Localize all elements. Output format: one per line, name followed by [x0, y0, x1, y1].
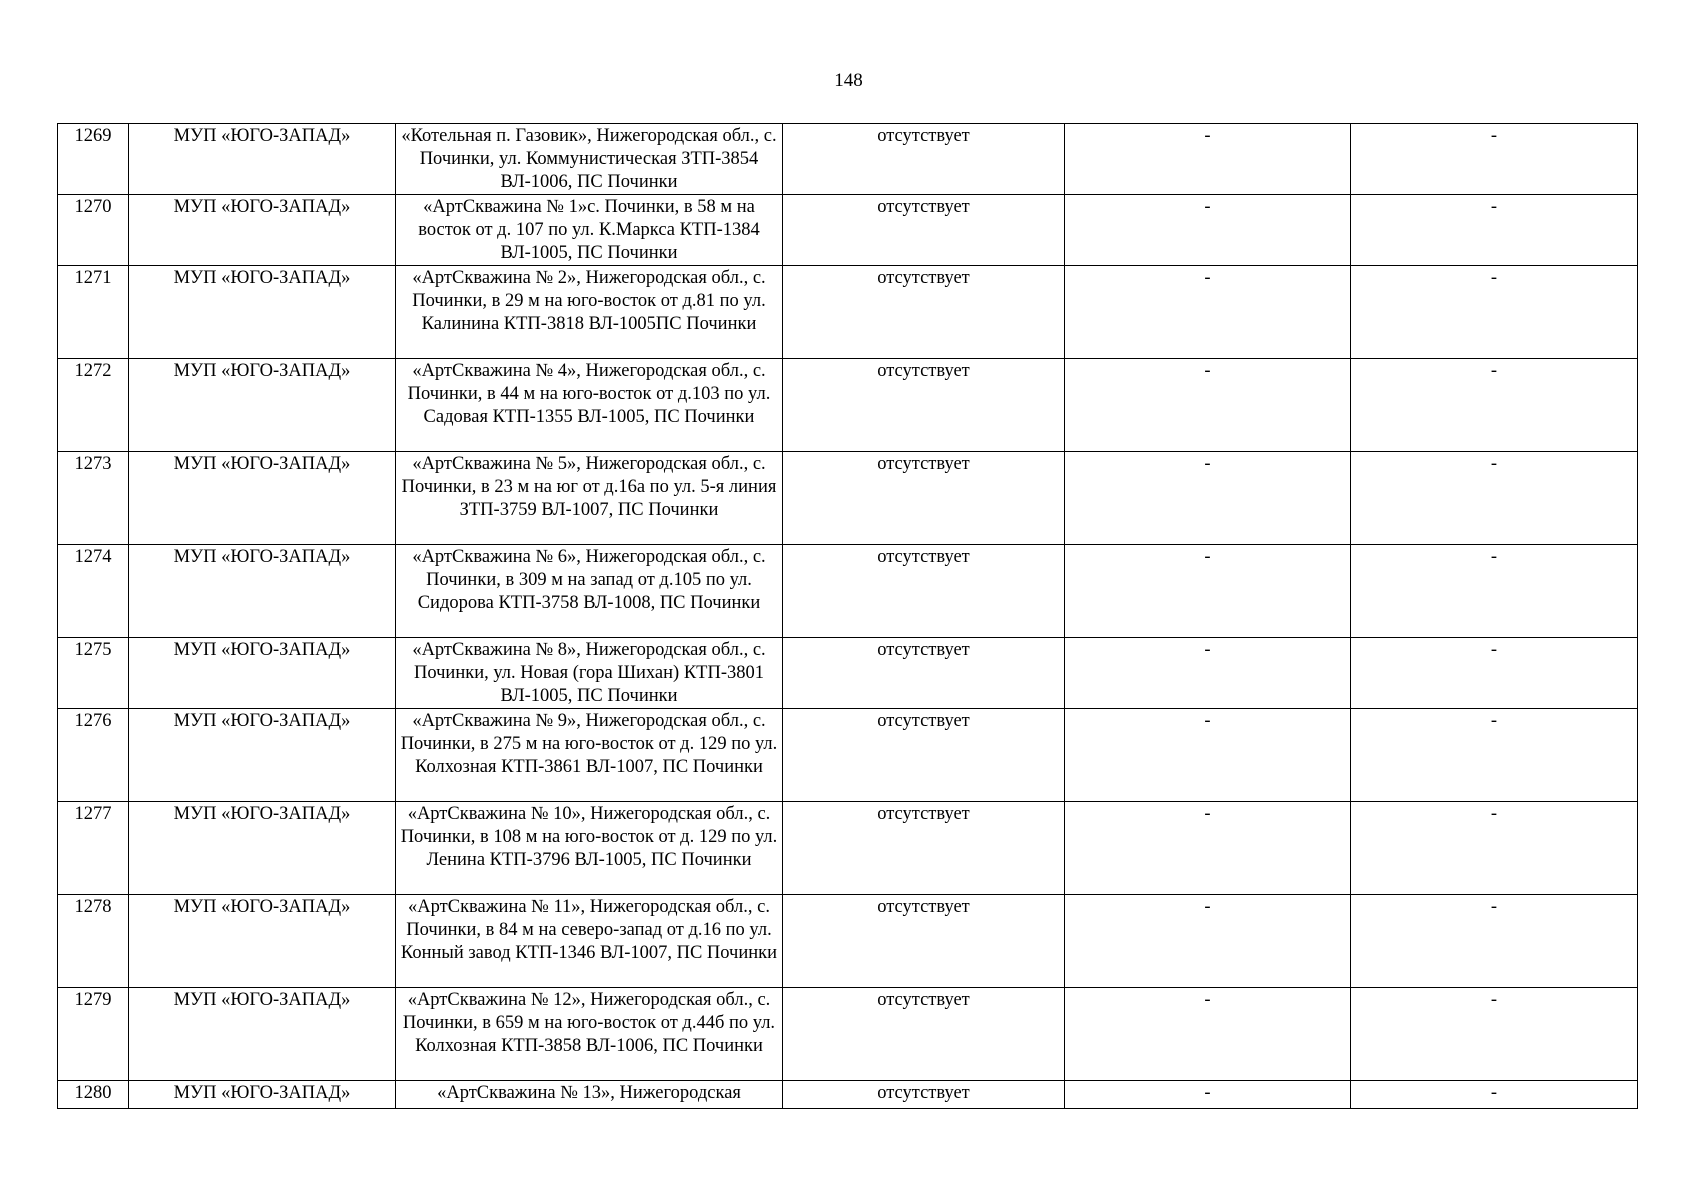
value-cell: -: [1065, 1081, 1351, 1109]
value-cell: -: [1351, 266, 1638, 359]
row-number: 1271: [58, 266, 129, 359]
value-cell: -: [1065, 124, 1351, 195]
table-row: [58, 802, 1638, 895]
row-number: 1275: [58, 638, 129, 709]
object-cell: «АртСкважина № 11», Нижегородская обл., с. Починки, в 84 м на северо-запад от д.16 по ул. Конный завод КТП-1346 ВЛ-1007, ПС Починки: [396, 895, 783, 988]
value-cell: -: [1065, 895, 1351, 988]
value-cell: -: [1065, 802, 1351, 895]
object-cell: «АртСкважина № 1»с. Починки, в 58 м на восток от д. 107 по ул. К.Маркса КТП-1384 ВЛ-1005, ПС Починки: [396, 195, 783, 266]
organization-cell: МУП «ЮГО-ЗАПАД»: [129, 1081, 396, 1109]
organization-cell: МУП «ЮГО-ЗАПАД»: [129, 359, 396, 452]
object-cell: «АртСкважина № 2», Нижегородская обл., с. Починки, в 29 м на юго-восток от д.81 по ул. Калинина КТП-3818 ВЛ-1005ПС Починки: [396, 266, 783, 359]
value-cell: -: [1065, 709, 1351, 802]
organization-cell: МУП «ЮГО-ЗАПАД»: [129, 638, 396, 709]
page-number: 148: [834, 70, 863, 91]
status-cell: отсутствует: [783, 359, 1065, 452]
value-cell: -: [1065, 195, 1351, 266]
status-cell: отсутствует: [783, 452, 1065, 545]
value-cell: -: [1351, 802, 1638, 895]
status-cell: отсутствует: [783, 195, 1065, 266]
value-cell: -: [1065, 359, 1351, 452]
table-row: [58, 195, 1638, 266]
row-number: 1269: [58, 124, 129, 195]
value-cell: -: [1351, 545, 1638, 638]
organization-cell: МУП «ЮГО-ЗАПАД»: [129, 988, 396, 1081]
value-cell: -: [1351, 988, 1638, 1081]
table-row: [58, 124, 1638, 195]
object-cell: «АртСкважина № 4», Нижегородская обл., с. Починки, в 44 м на юго-восток от д.103 по ул. Садовая КТП-1355 ВЛ-1005, ПС Починки: [396, 359, 783, 452]
value-cell: -: [1351, 124, 1638, 195]
value-cell: -: [1065, 988, 1351, 1081]
table-row: [58, 266, 1638, 359]
value-cell: -: [1065, 545, 1351, 638]
status-cell: отсутствует: [783, 802, 1065, 895]
table-row: [58, 895, 1638, 988]
status-cell: отсутствует: [783, 266, 1065, 359]
organization-cell: МУП «ЮГО-ЗАПАД»: [129, 895, 396, 988]
row-number: 1277: [58, 802, 129, 895]
row-number: 1279: [58, 988, 129, 1081]
object-cell: «АртСкважина № 13», Нижегородская: [396, 1081, 783, 1109]
status-cell: отсутствует: [783, 709, 1065, 802]
object-cell: «АртСкважина № 6», Нижегородская обл., с. Починки, в 309 м на запад от д.105 по ул. Сидорова КТП-3758 ВЛ-1008, ПС Починки: [396, 545, 783, 638]
value-cell: -: [1065, 638, 1351, 709]
table-row: [58, 638, 1638, 709]
value-cell: -: [1351, 452, 1638, 545]
status-cell: отсутствует: [783, 638, 1065, 709]
table-row: [58, 988, 1638, 1081]
table-row: [58, 545, 1638, 638]
row-number: 1273: [58, 452, 129, 545]
row-number: 1278: [58, 895, 129, 988]
organization-cell: МУП «ЮГО-ЗАПАД»: [129, 124, 396, 195]
organization-cell: МУП «ЮГО-ЗАПАД»: [129, 545, 396, 638]
row-number: 1274: [58, 545, 129, 638]
status-cell: отсутствует: [783, 895, 1065, 988]
table-row: [58, 452, 1638, 545]
status-cell: отсутствует: [783, 545, 1065, 638]
value-cell: -: [1351, 638, 1638, 709]
status-cell: отсутствует: [783, 988, 1065, 1081]
status-cell: отсутствует: [783, 124, 1065, 195]
value-cell: -: [1351, 895, 1638, 988]
organization-cell: МУП «ЮГО-ЗАПАД»: [129, 452, 396, 545]
value-cell: -: [1351, 195, 1638, 266]
value-cell: -: [1065, 266, 1351, 359]
row-number: 1276: [58, 709, 129, 802]
object-cell: «Котельная п. Газовик», Нижегородская обл., с. Починки, ул. Коммунистическая ЗТП-3854 ВЛ-1006, ПС Починки: [396, 124, 783, 195]
organization-cell: МУП «ЮГО-ЗАПАД»: [129, 195, 396, 266]
value-cell: -: [1065, 452, 1351, 545]
row-number: 1280: [58, 1081, 129, 1109]
table-row: [58, 709, 1638, 802]
object-cell: «АртСкважина № 12», Нижегородская обл., с. Починки, в 659 м на юго-восток от д.44б по ул. Колхозная КТП-3858 ВЛ-1006, ПС Починки: [396, 988, 783, 1081]
object-cell: «АртСкважина № 5», Нижегородская обл., с. Починки, в 23 м на юг от д.16а по ул. 5-я линия ЗТП-3759 ВЛ-1007, ПС Починки: [396, 452, 783, 545]
object-cell: «АртСкважина № 10», Нижегородская обл., с. Починки, в 108 м на юго-восток от д. 129 по ул. Ленина КТП-3796 ВЛ-1005, ПС Починки: [396, 802, 783, 895]
value-cell: -: [1351, 709, 1638, 802]
organization-cell: МУП «ЮГО-ЗАПАД»: [129, 802, 396, 895]
row-number: 1270: [58, 195, 129, 266]
registry-table: [57, 123, 1638, 1109]
organization-cell: МУП «ЮГО-ЗАПАД»: [129, 266, 396, 359]
value-cell: -: [1351, 1081, 1638, 1109]
value-cell: -: [1351, 359, 1638, 452]
object-cell: «АртСкважина № 9», Нижегородская обл., с. Починки, в 275 м на юго-восток от д. 129 по ул. Колхозная КТП-3861 ВЛ-1007, ПС Починки: [396, 709, 783, 802]
table-row: [58, 1081, 1638, 1109]
organization-cell: МУП «ЮГО-ЗАПАД»: [129, 709, 396, 802]
table-row: [58, 359, 1638, 452]
row-number: 1272: [58, 359, 129, 452]
status-cell: отсутствует: [783, 1081, 1065, 1109]
object-cell: «АртСкважина № 8», Нижегородская обл., с. Починки, ул. Новая (гора Шихан) КТП-3801 ВЛ-1005, ПС Починки: [396, 638, 783, 709]
